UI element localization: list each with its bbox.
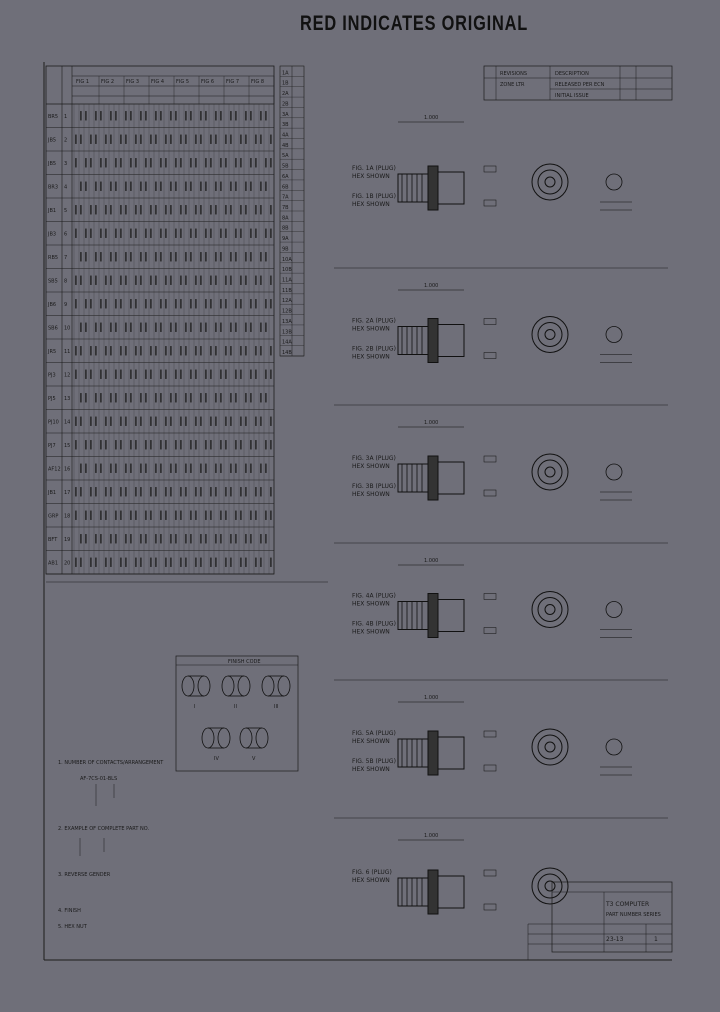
row-label: PJ10 <box>48 419 59 426</box>
dim-box <box>484 628 496 634</box>
side-code: 6B <box>282 184 289 191</box>
connector-flange <box>428 456 438 500</box>
col-group-label: FIG 7 <box>226 79 239 85</box>
side-code: 14A <box>282 339 292 346</box>
side-code: 9A <box>282 236 289 243</box>
dimension-value: 1.000 <box>424 283 439 289</box>
connector-body <box>398 174 428 202</box>
front-view-inner <box>545 177 555 187</box>
front-view-inner <box>545 467 555 477</box>
connector-nut <box>438 325 464 357</box>
finish-item-label: IV <box>214 756 219 762</box>
finish-shape <box>240 728 252 748</box>
notes <box>58 760 164 930</box>
side-code: 1B <box>282 80 289 87</box>
row-label: JR5 <box>48 348 57 355</box>
dimension-value: 1.000 <box>424 420 439 426</box>
side-code: 11B <box>282 287 292 294</box>
front-view-middle <box>538 170 562 194</box>
svg-text:ZONE LTR: ZONE LTR <box>500 82 525 88</box>
side-code: 11A <box>282 277 292 284</box>
side-code: 4B <box>282 142 289 149</box>
panel-cutout <box>606 739 622 755</box>
note-5: 5. HEX NUT <box>58 924 87 930</box>
drawing-number: 23-13 <box>606 936 624 943</box>
figure-label-a: FIG. 6 (PLUG) <box>352 869 392 876</box>
col-group-label: FIG 2 <box>101 79 114 85</box>
side-code: 5A <box>282 153 289 160</box>
figure-shown-b: HEX SHOWN <box>352 201 390 208</box>
dim-box <box>484 904 496 910</box>
side-code: 13B <box>282 329 292 336</box>
row-group: 14 <box>64 419 71 426</box>
row-group: 19 <box>64 536 71 543</box>
finish-shape <box>202 728 214 748</box>
row-group: 12 <box>64 372 71 379</box>
panel-cutout <box>606 464 622 480</box>
figure-label-a: FIG. 1A (PLUG) <box>352 165 396 172</box>
company-name: T3 COMPUTER <box>606 901 650 908</box>
col-group-label: FIG 3 <box>126 79 139 85</box>
connector-nut <box>438 462 464 494</box>
finish-shape <box>222 676 234 696</box>
dim-box <box>484 353 496 359</box>
col-group-label: FIG 6 <box>201 79 214 85</box>
figure-label-a: FIG. 3A (PLUG) <box>352 455 396 462</box>
side-code: 2B <box>282 101 289 108</box>
row-label: GRP <box>48 513 59 520</box>
front-view-outer <box>532 729 568 765</box>
dim-box <box>484 200 496 206</box>
row-label: SB6 <box>48 325 58 332</box>
front-view-inner <box>545 742 555 752</box>
row-group: 15 <box>64 442 71 449</box>
side-code: 1A <box>282 70 289 77</box>
side-code-table <box>280 66 304 356</box>
note-1: 1. NUMBER OF CONTACTS/ARRANGEMENT <box>58 760 164 766</box>
note-2: 2. EXAMPLE OF COMPLETE PART NO. <box>58 826 150 832</box>
connector-drawings <box>352 115 632 914</box>
svg-text:RELEASED PER ECN: RELEASED PER ECN <box>555 82 605 88</box>
col-group-label: FIG 1 <box>76 79 89 85</box>
side-code: 6A <box>282 173 289 180</box>
row-label: BR5 <box>48 113 59 120</box>
figure-label-b: FIG. 1B (PLUG) <box>352 193 396 200</box>
side-code: 3A <box>282 111 289 118</box>
connector-figure <box>352 833 568 914</box>
row-group: 13 <box>64 395 71 402</box>
svg-text:DESCRIPTION: DESCRIPTION <box>555 71 589 77</box>
connector-flange <box>428 731 438 775</box>
side-code: 10A <box>282 256 292 263</box>
connector-flange <box>428 319 438 363</box>
finish-item-label: V <box>252 756 256 762</box>
figure-label-b: FIG. 3B (PLUG) <box>352 483 396 490</box>
example-part: AF-7CS-01-BLS <box>80 776 118 782</box>
row-group: 11 <box>64 348 71 355</box>
side-code: 7B <box>282 205 289 211</box>
dim-box <box>484 319 496 325</box>
row-label: PJ5 <box>48 395 56 402</box>
dimension-value: 1.000 <box>424 558 439 564</box>
dim-box <box>484 594 496 600</box>
finish-code-inset <box>176 656 298 771</box>
front-view-middle <box>538 460 562 484</box>
row-group: 17 <box>64 489 71 496</box>
sheet-number: 1 <box>654 936 658 943</box>
col-group-label: FIG 4 <box>151 79 164 85</box>
front-view-middle <box>538 735 562 759</box>
front-view-inner <box>545 605 555 615</box>
figure-shown-b: HEX SHOWN <box>352 628 390 636</box>
figure-shown: HEX SHOWN <box>352 325 390 333</box>
figure-shown: HEX SHOWN <box>352 600 390 608</box>
panel-cutout <box>606 327 622 343</box>
row-label: AB1 <box>48 560 59 567</box>
row-label: JB3 <box>48 231 57 238</box>
figure-label-b: FIG. 5B (PLUG) <box>352 758 396 765</box>
finish-shape <box>182 676 194 696</box>
connector-flange <box>428 594 438 638</box>
row-label: SB5 <box>48 278 58 285</box>
figure-shown: HEX SHOWN <box>352 173 390 180</box>
side-code: 14B <box>282 350 292 356</box>
side-code: 10B <box>282 267 292 274</box>
side-code: 12A <box>282 298 292 305</box>
title-block <box>528 882 672 960</box>
side-code: 13A <box>282 318 292 325</box>
spec-table <box>46 66 274 574</box>
finish-item-label: I <box>194 704 196 710</box>
row-label: PJ7 <box>48 442 56 449</box>
connector-flange <box>428 166 438 210</box>
connector-figure <box>352 283 632 363</box>
row-label: JB1 <box>48 207 57 214</box>
connector-flange <box>428 870 438 914</box>
connector-body <box>398 602 428 630</box>
side-code: 7A <box>282 194 289 201</box>
side-code: 3B <box>282 122 289 129</box>
finish-shape <box>238 676 250 696</box>
inset-title: FINISH CODE <box>228 659 261 665</box>
row-group: 9 <box>64 301 68 308</box>
note-4: 4. FINISH <box>58 908 81 914</box>
dimension-value: 1.000 <box>424 695 439 701</box>
dimension-value: 1.000 <box>424 833 439 839</box>
dimension-value: 1.000 <box>424 115 439 121</box>
front-view-outer <box>532 868 568 904</box>
col-group-label: FIG 8 <box>251 79 264 85</box>
connector-body <box>398 327 428 355</box>
figure-shown: HEX SHOWN <box>352 738 390 745</box>
row-label: JB5 <box>48 137 57 144</box>
row-label: RB5 <box>48 254 59 261</box>
side-code: 4A <box>282 132 289 139</box>
front-view-inner <box>545 330 555 340</box>
row-group: 2 <box>64 137 68 144</box>
figure-label-a: FIG. 5A (PLUG) <box>352 730 396 737</box>
connector-body <box>398 464 428 492</box>
finish-shape <box>218 728 230 748</box>
note-3: 3. REVERSE GENDER <box>58 872 111 878</box>
figure-shown-b: HEX SHOWN <box>352 491 390 498</box>
side-code: 2A <box>282 91 289 98</box>
finish-shape <box>262 676 274 696</box>
row-label: JB5 <box>48 160 57 167</box>
connector-nut <box>438 172 464 204</box>
finish-item-label: III <box>274 704 279 710</box>
front-view-middle <box>538 323 562 347</box>
connector-figure <box>352 115 632 210</box>
page-title: RED INDICATES ORIGINAL <box>300 12 528 35</box>
connector-body <box>398 878 428 906</box>
side-code: 8A <box>282 215 289 222</box>
figure-label-a: FIG. 4A (PLUG) <box>352 592 396 600</box>
front-view-outer <box>532 164 568 200</box>
finish-item-label: II <box>234 704 237 710</box>
revision-block <box>484 66 672 100</box>
row-group: 5 <box>64 207 68 214</box>
row-label: JB6 <box>48 301 57 308</box>
panel-cutout <box>606 174 622 190</box>
dim-box <box>484 765 496 771</box>
figure-label-a: FIG. 2A (PLUG) <box>352 317 396 325</box>
connector-body <box>398 739 428 767</box>
figure-shown-b: HEX SHOWN <box>352 353 390 361</box>
figure-label-b: FIG. 4B (PLUG) <box>352 620 396 628</box>
figure-shown: HEX SHOWN <box>352 877 390 884</box>
row-group: 7 <box>64 254 68 261</box>
col-group-label: FIG 5 <box>176 79 189 85</box>
dim-box <box>484 870 496 876</box>
row-group: 8 <box>64 278 68 285</box>
row-label: AF12 <box>48 466 61 473</box>
drawing-title: PART NUMBER SERIES <box>606 912 661 918</box>
figure-shown-b: HEX SHOWN <box>352 766 390 773</box>
row-group: 4 <box>64 184 68 191</box>
side-code: 9B <box>282 246 289 253</box>
front-view-inner <box>545 881 555 891</box>
connector-nut <box>438 876 464 908</box>
row-group: 20 <box>64 560 71 567</box>
connector-figure <box>352 558 632 638</box>
row-group: 3 <box>64 160 68 167</box>
dim-box <box>484 166 496 172</box>
row-label: BFT <box>48 536 58 543</box>
front-view-middle <box>538 874 562 898</box>
row-group: 1 <box>64 113 68 120</box>
dim-box <box>484 490 496 496</box>
front-view-middle <box>538 598 562 622</box>
connector-nut <box>438 600 464 632</box>
figure-shown: HEX SHOWN <box>352 463 390 470</box>
svg-text:REVISIONS: REVISIONS <box>500 71 528 77</box>
finish-shape <box>256 728 268 748</box>
side-code: 12B <box>282 308 292 315</box>
side-code: 5B <box>282 163 289 170</box>
front-view-outer <box>532 592 568 628</box>
dim-box <box>484 456 496 462</box>
connector-figure <box>352 695 632 775</box>
row-group: 16 <box>64 466 71 473</box>
svg-text:INITIAL ISSUE: INITIAL ISSUE <box>555 93 589 99</box>
finish-shape <box>198 676 210 696</box>
side-code: 8B <box>282 225 289 232</box>
dim-box <box>484 731 496 737</box>
connector-figure <box>352 420 632 500</box>
row-group: 6 <box>64 231 68 238</box>
row-group: 18 <box>64 513 71 520</box>
figure-label-b: FIG. 2B (PLUG) <box>352 345 396 353</box>
panel-cutout <box>606 602 622 618</box>
row-group: 10 <box>64 325 71 332</box>
front-view-outer <box>532 317 568 353</box>
row-label: BR3 <box>48 184 59 191</box>
finish-shape <box>278 676 290 696</box>
row-label: JB1 <box>48 489 57 496</box>
front-view-outer <box>532 454 568 490</box>
row-label: PJ3 <box>48 372 56 379</box>
connector-nut <box>438 737 464 769</box>
